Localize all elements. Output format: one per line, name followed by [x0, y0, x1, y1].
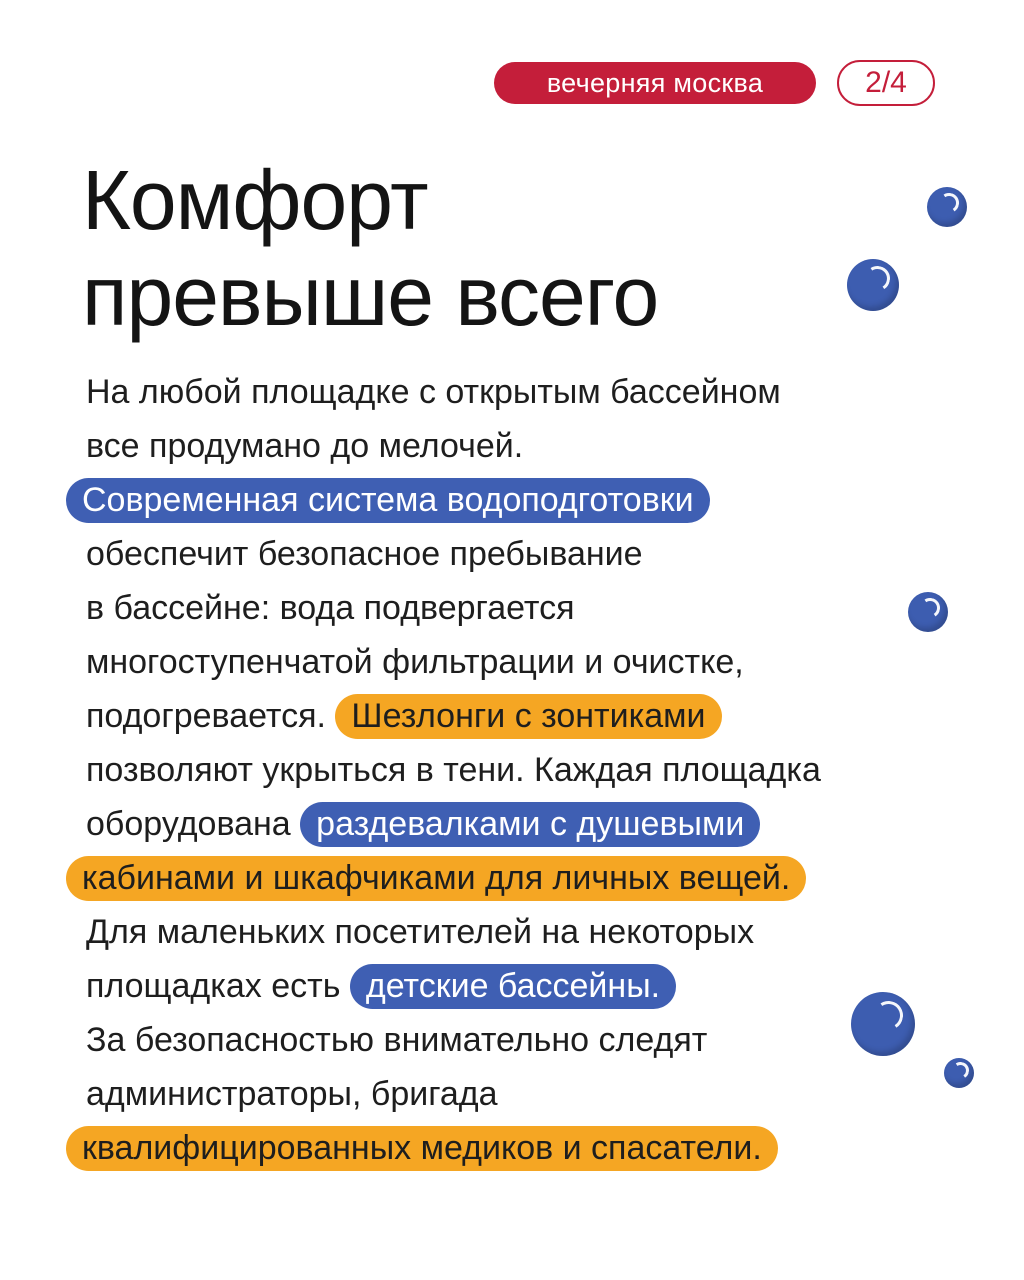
body-line: все продумано до мелочей.: [86, 427, 524, 465]
body-line: [82, 1121, 966, 1175]
body-line: На любой площадке с открытым бассейном: [86, 373, 781, 411]
body-line: [86, 689, 966, 743]
body-line: [86, 959, 966, 1013]
bubble-decoration-icon: [908, 592, 948, 632]
bubble-decoration-icon: [927, 187, 967, 227]
body-line: в бассейне: вода подвергается: [86, 589, 575, 627]
highlight-lockers: кабинами и шкафчиками для личных вещей.: [66, 856, 806, 901]
article-body: [82, 365, 966, 1175]
highlight-changing-rooms: раздевалками с душевыми: [300, 802, 760, 847]
title-line-1: Комфорт: [82, 153, 428, 247]
title-line-2: превыше всего: [82, 249, 659, 343]
body-line: многоступенчатой фильтрации и очистке,: [86, 643, 744, 681]
highlight-sunbeds: Шезлонги с зонтиками: [335, 694, 721, 739]
body-line: администраторы, бригада: [86, 1075, 498, 1113]
body-line: [86, 797, 966, 851]
body-text-fragment: подогревается.: [86, 697, 326, 735]
highlight-water-system: Современная система водоподготовки: [66, 478, 710, 523]
body-line: Для маленьких посетителей на некоторых: [86, 913, 755, 951]
page-title: [82, 152, 658, 344]
brand-badge: вечерняя москва: [494, 62, 816, 104]
body-line: За безопасностью внимательно следят: [86, 1021, 708, 1059]
body-line: [82, 851, 966, 905]
body-text-fragment: площадках есть: [86, 967, 341, 1005]
highlight-medics: квалифицированных медиков и спасатели.: [66, 1126, 778, 1171]
bubble-decoration-icon: [847, 259, 899, 311]
body-text-fragment: оборудована: [86, 805, 291, 843]
body-line: [82, 473, 966, 527]
bubble-decoration-icon: [944, 1058, 974, 1088]
highlight-kids-pools: детские бассейны.: [350, 964, 676, 1009]
body-line: позволяют укрыться в тени. Каждая площадка: [86, 751, 821, 789]
page-counter: 2/4: [837, 60, 935, 106]
body-line: обеспечит безопасное пребывание: [86, 535, 643, 573]
bubble-decoration-icon: [851, 992, 915, 1056]
